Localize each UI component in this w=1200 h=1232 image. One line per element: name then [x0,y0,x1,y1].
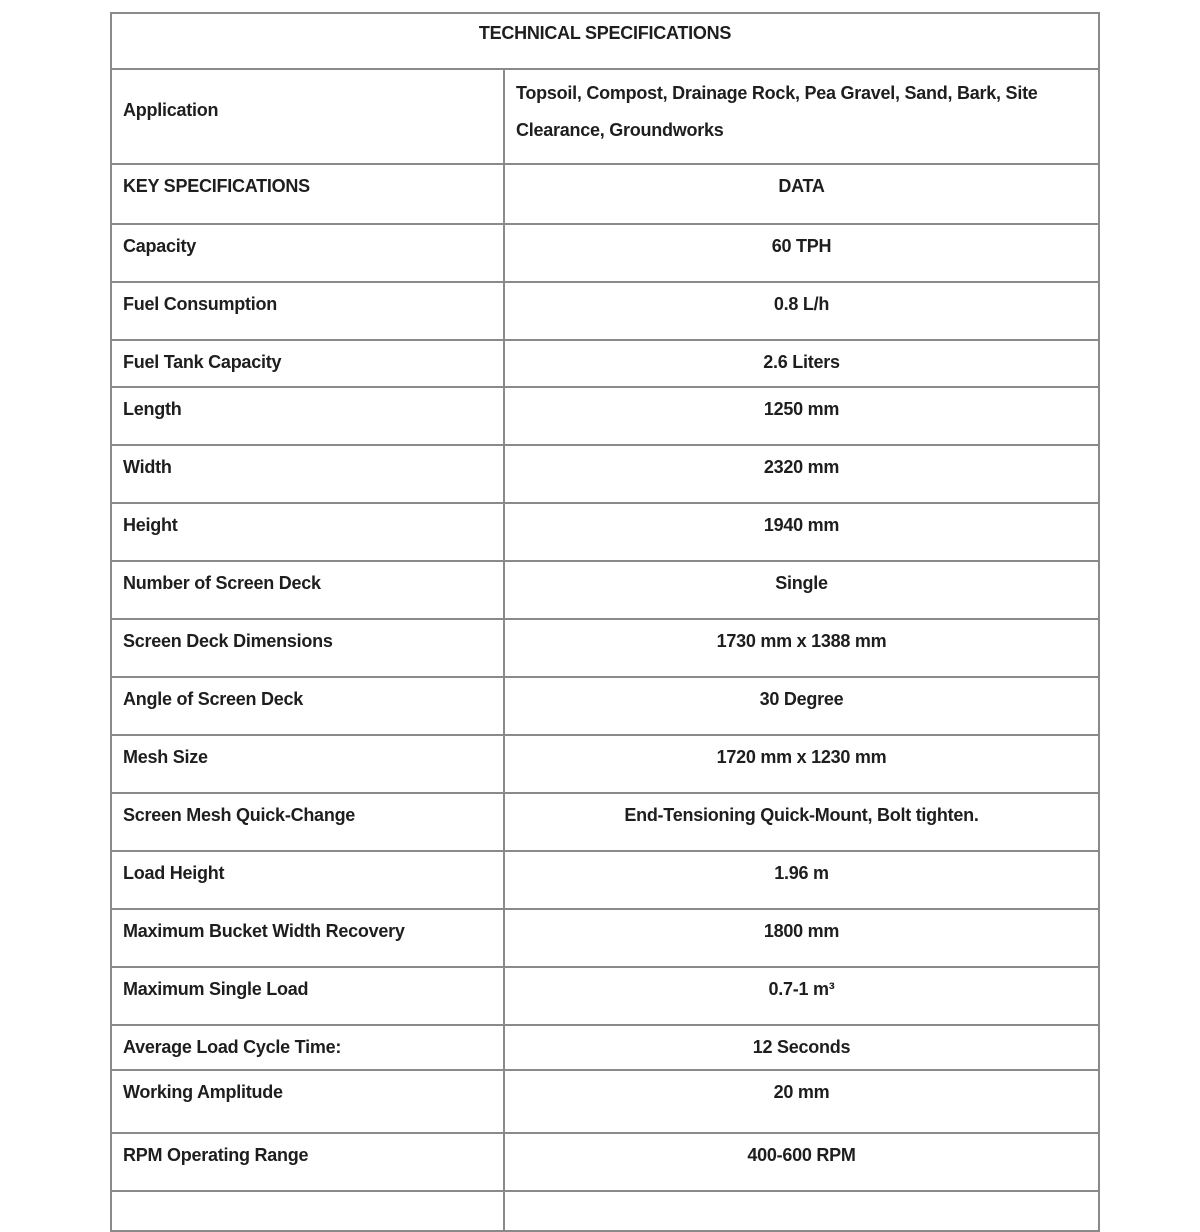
specs-table [110,12,1100,1232]
spec-row [111,677,1099,735]
title-row [111,13,1099,69]
spec-row [111,735,1099,793]
spec-label: Maximum Bucket Width Recovery [111,909,504,967]
spec-value: Single [504,561,1099,619]
spec-row [111,1133,1099,1191]
spec-label: Width [111,445,504,503]
partial-value-cell [504,1191,1099,1231]
partial-label-cell [111,1191,504,1231]
spec-value: 400-600 RPM [504,1133,1099,1191]
partial-row [111,1191,1099,1231]
spec-row [111,224,1099,282]
spec-label: Number of Screen Deck [111,561,504,619]
spec-value: 1800 mm [504,909,1099,967]
spec-label: Angle of Screen Deck [111,677,504,735]
spec-label: Mesh Size [111,735,504,793]
spec-row [111,851,1099,909]
spec-row [111,387,1099,445]
spec-row [111,340,1099,387]
spec-value: 2320 mm [504,445,1099,503]
spec-value: 60 TPH [504,224,1099,282]
column-header-row [111,164,1099,224]
spec-row [111,1070,1099,1133]
spec-label: Load Height [111,851,504,909]
spec-value: 1250 mm [504,387,1099,445]
spec-row [111,445,1099,503]
spec-label: Length [111,387,504,445]
spec-value: 1.96 m [504,851,1099,909]
spec-label: Height [111,503,504,561]
spec-value: End-Tensioning Quick-Mount, Bolt tighten. [504,793,1099,851]
spec-value: 2.6 Liters [504,340,1099,387]
spec-value: 20 mm [504,1070,1099,1133]
spec-label: Working Amplitude [111,1070,504,1133]
spec-label: Screen Deck Dimensions [111,619,504,677]
spec-value: 0.7-1 m³ [504,967,1099,1025]
spec-value: 1730 mm x 1388 mm [504,619,1099,677]
spec-row [111,282,1099,340]
spec-row [111,561,1099,619]
spec-row [111,1025,1099,1070]
spec-value: 0.8 L/h [504,282,1099,340]
spec-label: Maximum Single Load [111,967,504,1025]
spec-label: Capacity [111,224,504,282]
spec-row [111,503,1099,561]
spec-label: RPM Operating Range [111,1133,504,1191]
data-header: DATA [504,164,1099,224]
spec-row [111,793,1099,851]
spec-value: 1940 mm [504,503,1099,561]
spec-value: 1720 mm x 1230 mm [504,735,1099,793]
spec-label: Screen Mesh Quick-Change [111,793,504,851]
application-value: Topsoil, Compost, Drainage Rock, Pea Gravel, Sand, Bark, Site Clearance, Groundworks [504,69,1099,164]
spec-label: Fuel Tank Capacity [111,340,504,387]
spec-row [111,619,1099,677]
spec-row [111,909,1099,967]
spec-label: Fuel Consumption [111,282,504,340]
spec-value: 12 Seconds [504,1025,1099,1070]
table-title: TECHNICAL SPECIFICATIONS [111,13,1099,69]
application-row [111,69,1099,164]
key-specifications-header: KEY SPECIFICATIONS [111,164,504,224]
spec-label: Average Load Cycle Time: [111,1025,504,1070]
application-label: Application [111,69,504,164]
spec-row [111,967,1099,1025]
spec-value: 30 Degree [504,677,1099,735]
